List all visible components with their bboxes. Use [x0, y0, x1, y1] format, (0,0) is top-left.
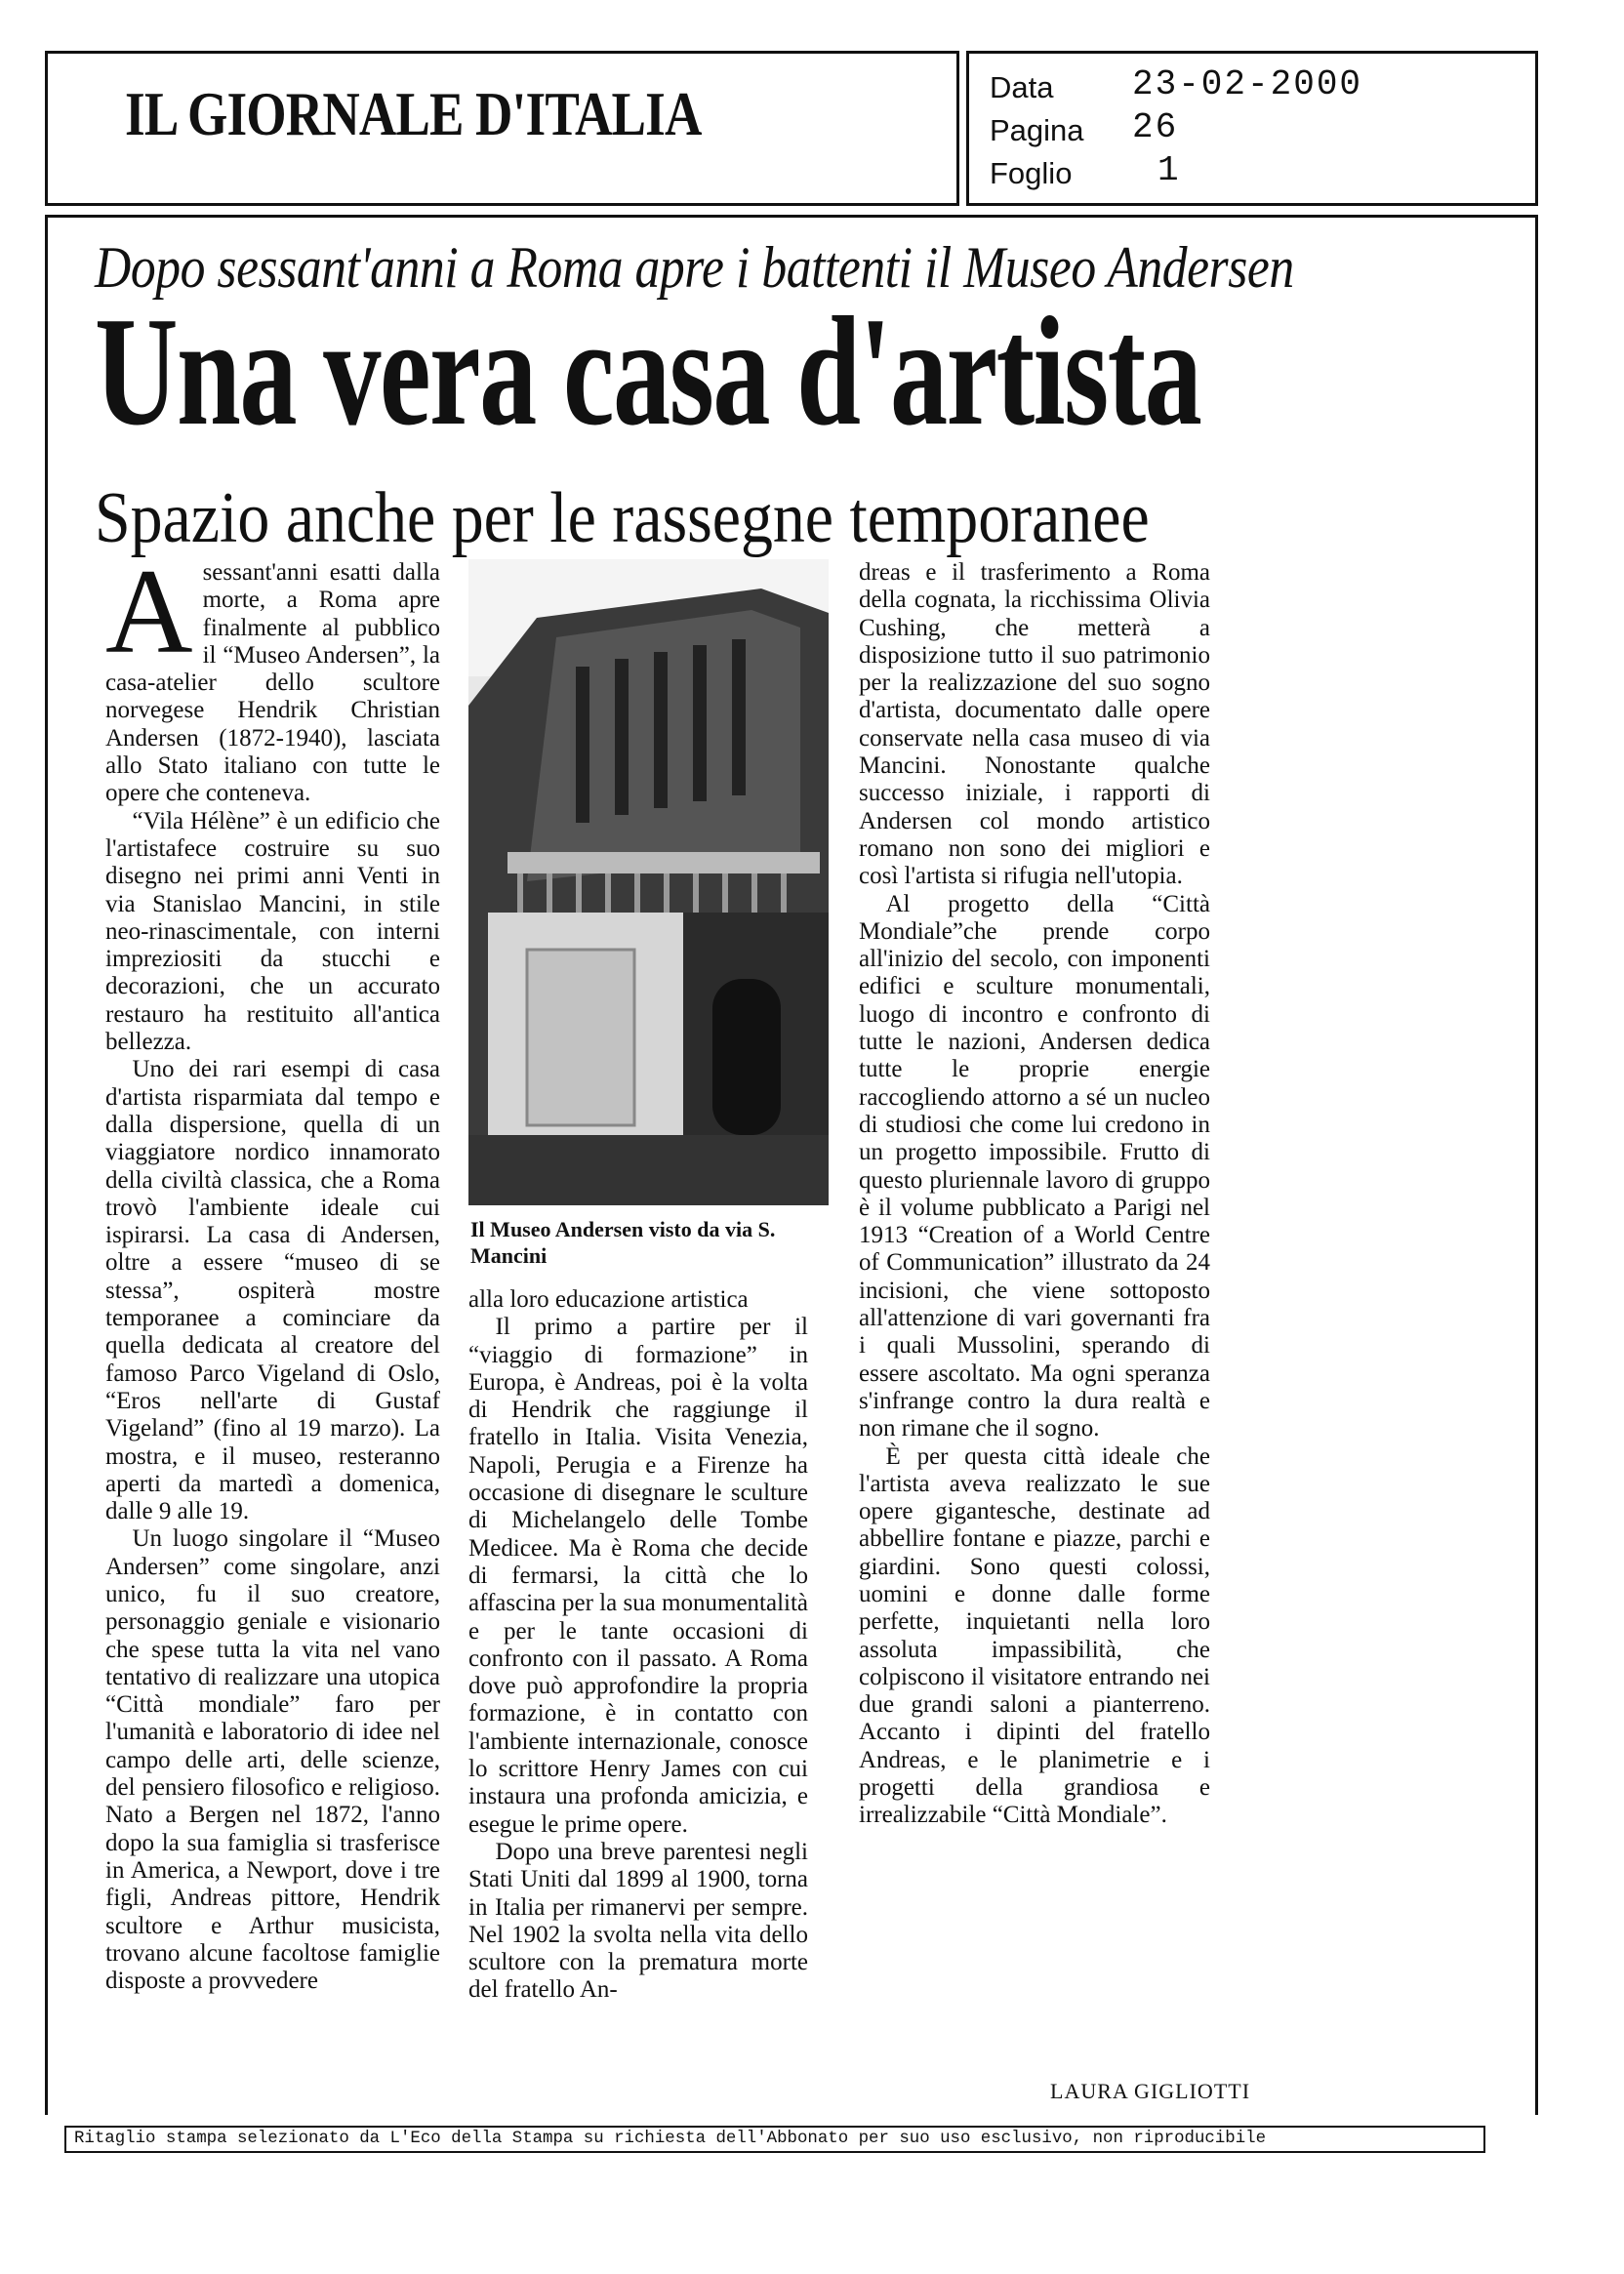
paragraph: “Vila Hélène” è un edificio che l'artistafece costruire su suo disegno nei primi anni Venti in via Stanislao Mancini, in stile neo-rinascimentale, con interni impreziositi da stucchi e decorazioni, che un accurato restauro ha restituito all'antica bellezza. [105, 807, 440, 1056]
article-subhead: Spazio anche per le rassegne temporanee [95, 478, 1150, 558]
paragraph: dreas e il trasferimento a Roma della cognata, la ricchissima Olivia Cushing, che metterà a disposizione tutto il suo patrimonio per la realizzazione del suo sogno d'artista, documentato dalle opere conservate nella casa museo di via Mancini. Nonostante qualche successo iniziale, i rapporti di Andersen col mondo artistico romano non sono dei migliori e così l'artista si rifugia nell'utopia. [859, 559, 1210, 890]
article-kicker: Dopo sessant'anni a Roma apre i battenti il Museo Andersen [95, 235, 1294, 300]
newspaper-title: IL GIORNALE D'ITALIA [125, 79, 702, 148]
paragraph: Asessant'anni esatti dalla morte, a Roma apre finalmente al pubblico il “Museo Andersen”, la casa-atelier dello scultore norvegese Hendrik Christian Andersen (1872-1940), lasciata allo Stato italiano con tutte le opere che conteneva. [105, 545, 440, 807]
sheet-label: Foglio [990, 156, 1073, 190]
paragraph: Uno dei rari esempi di casa d'artista risparmiata dal tempo e dalla dispersione, quella di un viaggiatore nordico innamorato della civiltà classica, che a Roma trovò l'ambiente ideale cui ispirarsi. La casa di Andersen, oltre a essere “museo di se stessa”, ospiterà mostre temporanee a cominciare da quella dedicata al creatore del famoso Parco Vigeland di Oslo, “Eros nell'arte di Gustaf Vigeland” (fino al 19 marzo). La mostra, e il museo, resteranno aperti da martedì a domenica, dalle 9 alle 19. [105, 1056, 440, 1525]
sheet-value: 1 [1157, 150, 1181, 190]
article-column-2 [468, 1286, 808, 2005]
page-value: 26 [1132, 107, 1179, 147]
paragraph: Un luogo singolare il “Museo Andersen” come singolare, anzi unico, fu il suo creatore, personaggio geniale e visionario che spese tutta la vita nel vano tentativo di realizzare una utopica “Città mondiale” faro per l'umanità e laboratorio di idee nel campo delle arti, delle scienze, del pensiero filosofico e religioso. Nato a Bergen nel 1872, l'anno dopo la sua famiglia si trasferisce in America, a Newport, dove i tre figli, Andreas pittore, Hendrik scultore e Arthur musicista, trovano alcune facoltose famiglie disposte a provvedere [105, 1525, 440, 1995]
date-value: 23-02-2000 [1132, 64, 1363, 104]
article-column-1 [105, 545, 440, 1995]
paragraph: Il primo a partire per il “viaggio di formazione” in Europa, è Andreas, poi è la volta di Hendrik che raggiunge il fratello in Italia. Visita Venezia, Napoli, Perugia e a Firenze ha occasione di disegnare le sculture di Michelangelo delle Tombe Medicee. Ma è Roma che decide di fermarsi, la città che lo affascina per la sua monumentalità e per le tante occasioni di confronto con il passato. A Roma dove può approfondire la propria formazione, è in contatto con l'ambiente internazionale, conosce lo scrittore Henry James con cui instaura una profonda amicizia, e esegue le prime opere. [468, 1314, 809, 1838]
photo-caption: Il Museo Andersen visto da via S. Mancini [470, 1217, 776, 1268]
museum-photo [468, 559, 829, 1205]
byline: LAURA GIGLIOTTI [1050, 2079, 1251, 2103]
drop-cap: A [105, 545, 193, 678]
date-label: Data [990, 70, 1054, 104]
paragraph: alla loro educazione artistica [468, 1286, 749, 1313]
page-label: Pagina [990, 113, 1084, 147]
paragraph: Dopo una breve parentesi negli Stati Uniti dal 1899 al 1900, torna in Italia per rimanervi per sempre. Nel 1902 la svolta nella vita dello scultore con la prematura morte del fratello An- [468, 1838, 808, 2004]
paragraph: È per questa città ideale che l'artista aveva realizzato le sue opere gigantesche, destinate ad abbellire fontane e piazze, parchi e giardini. Sono questi colossi, uomini e donne dalle forme perfette, inquietanti nella loro assoluta impassibilità, che colpiscono il visitatore entrando nei due grandi saloni a pianterreno. Accanto i dipinti del fratello Andreas, e le planimetrie e i progetti della grandiosa e irrealizzabile “Città Mondiale”. [859, 1442, 1210, 1829]
clipping-notice: Ritaglio stampa selezionato da L'Eco della Stampa su richiesta dell'Abbonato per suo uso esclusivo, non riproducibile [64, 2126, 1485, 2153]
article-column-3 [859, 559, 1210, 1830]
article-headline: Una vera casa d'artista [95, 284, 1201, 458]
paragraph: Al progetto della “Città Mondiale”che prende corpo all'inizio del secolo, con imponenti edifici e sculture monumentali, luogo di incontro e confronto di tutte le nazioni, Andersen dedica tutte le proprie energie raccogliendo attorno a sé un nucleo di studiosi che come lui credono in un progetto impossibile. Frutto di questo pluriennale lavoro di gruppo è il volume pubblicato a Parigi nel 1913 “Creation of a World Centre of Communication” illustrato da 24 incisioni, che viene sottoposto all'attenzione di vari governanti fra i quali Mussolini, sperando di essere ascoltato. Ma ogni speranza s'infrange contro la dura realtà e non rimane che il sogno. [859, 890, 1210, 1442]
